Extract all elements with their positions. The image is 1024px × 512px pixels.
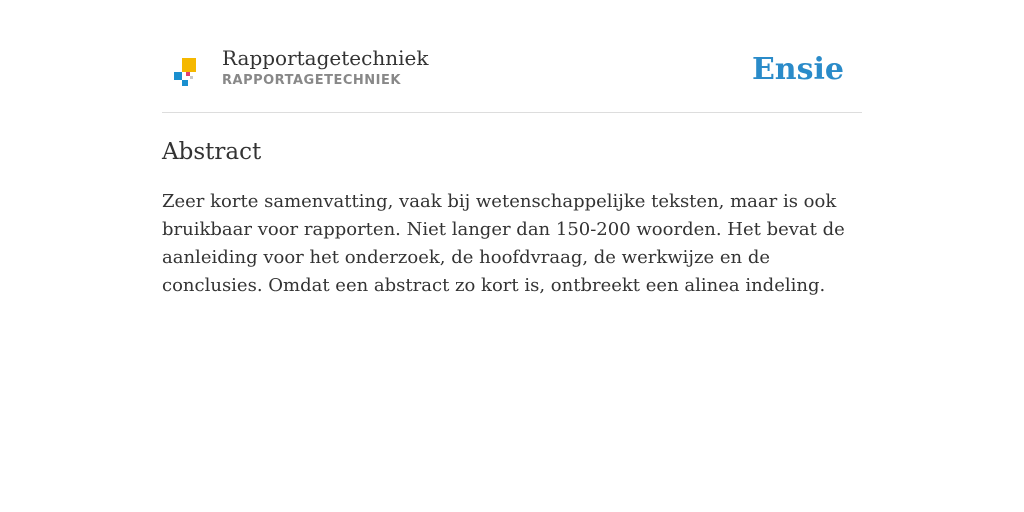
ensie-logo-icon[interactable] [174, 58, 198, 88]
category-subtitle: RAPPORTAGETECHNIEK [222, 73, 401, 88]
brand-logo[interactable]: Ensie [751, 52, 844, 87]
article-heading: Abstract [162, 139, 262, 165]
logo-square-blue [174, 72, 182, 80]
logo-square-teal [182, 80, 188, 86]
logo-square-yellow [182, 58, 196, 72]
logo-square-grey [190, 76, 193, 79]
article [162, 136, 862, 300]
category-title[interactable]: Rapportagetechniek [222, 46, 429, 70]
header [162, 40, 862, 113]
article-body: Zeer korte samenvatting, vaak bij wetenschappelijke teksten, maar is ook bruikbaar voor rapporten. Niet langer dan 150-200 woorden. Het bevat de aanleiding voor het onderzoek, de hoofdvraag, de werkwijze en de conclusies. Omdat een abstract zo kort is, ontbreekt een alinea indeling. [162, 191, 845, 296]
title-block [222, 46, 428, 90]
